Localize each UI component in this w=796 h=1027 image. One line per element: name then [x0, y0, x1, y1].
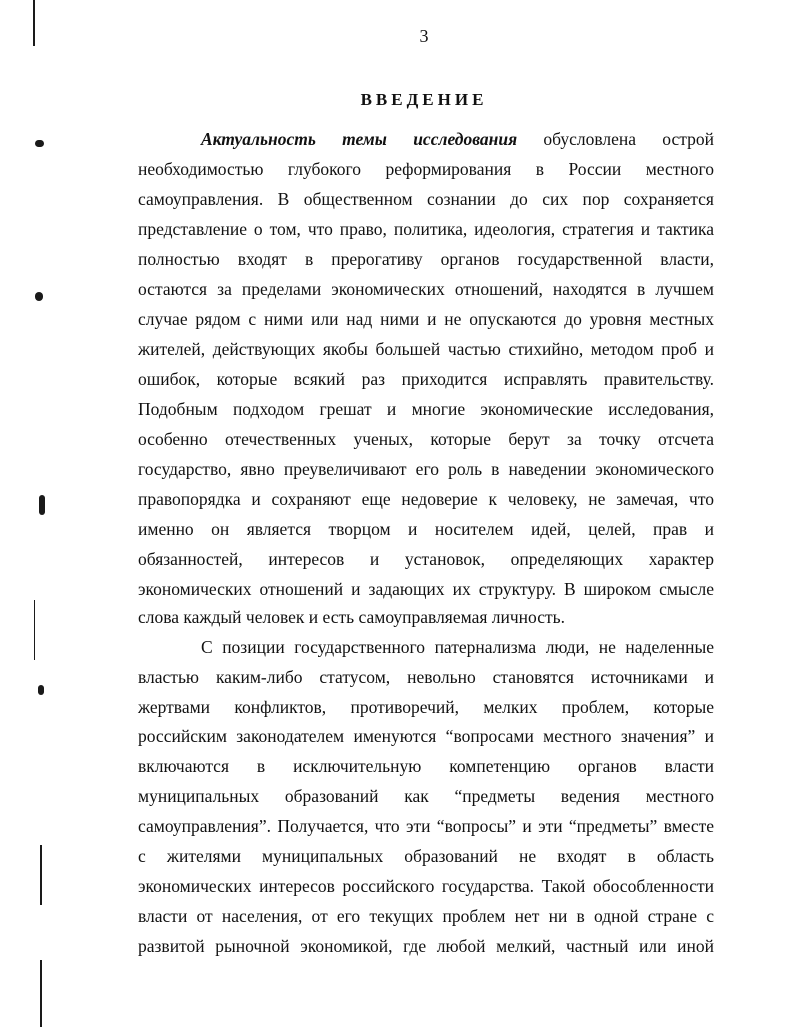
text-line: самоуправления”. Получается, что эти “вопросы” и эти “предметы” вместе — [138, 816, 714, 836]
page-number: 3 — [419, 26, 429, 46]
text-line: включаются в исключительную компетенцию органов власти — [138, 756, 714, 776]
scan-border-line — [40, 960, 42, 1027]
scan-mark — [35, 140, 44, 147]
text-line: необходимостью глубокого реформирования в России местного — [138, 159, 714, 179]
text-line: правопорядка и сохраняют еще недоверие к человеку, не замечая, что — [138, 489, 714, 509]
text-line: жертвами конфликтов, противоречий, мелких проблем, которые — [138, 697, 714, 717]
text-line: государство, явно преувеличивают его роль в наведении экономического — [138, 459, 714, 479]
text-line: остаются за пределами экономических отношений, находятся в лучшем — [138, 279, 714, 299]
text-line: случае рядом с ними или над ними и не опускаются до уровня местных — [138, 309, 714, 329]
text-line: ошибок, которые всякий раз приходится исправлять правительству. — [138, 369, 714, 389]
text-line: Подобным подходом грешат и многие экономические исследования, — [138, 399, 714, 419]
scan-mark — [38, 685, 44, 695]
text-line: полностью входят в прерогативу органов государственной власти, — [138, 249, 714, 269]
scan-mark — [39, 495, 45, 515]
topic-phrase: Актуальность темы исследования — [201, 129, 518, 149]
text-line: представление о том, что право, политика, идеология, стратегия и тактика — [138, 219, 714, 239]
text-line: особенно отечественных ученых, которые берут за точку отсчета — [138, 429, 714, 449]
text-line: властью каким-либо статусом, невольно становятся источниками и — [138, 667, 714, 687]
text-span: обусловлена острой — [543, 129, 714, 149]
text-line: с жителями муниципальных образований не входят в область — [138, 846, 714, 866]
text-line: самоуправления. В общественном сознании до сих пор сохраняется — [138, 189, 714, 209]
text-line: С позиции государственного патернализма люди, не наделенные — [201, 637, 714, 657]
text-line: обязанностей, интересов и установок, определяющих характер — [138, 549, 714, 569]
text-line: жителей, действующих якобы большей частью стихийно, методом проб и — [138, 339, 714, 359]
scan-mark — [35, 292, 43, 301]
text-line: муниципальных образований как “предметы ведения местного — [138, 786, 714, 806]
text-line: российским законодателем именуются “вопросами местного значения” и — [138, 726, 714, 746]
text-line: развитой рыночной экономикой, где любой мелкий, частный или иной — [138, 936, 714, 956]
text-line: экономических отношений и задающих их структуру. В широком смысле — [138, 579, 714, 599]
text-line: именно он является творцом и носителем идей, целей, прав и — [138, 519, 714, 539]
scan-border-line — [40, 845, 42, 905]
scan-border-line — [34, 600, 35, 660]
text-line: экономических интересов российского государства. Такой обособленности — [138, 876, 714, 896]
text-line — [201, 128, 714, 150]
text-line: слова каждый человек и есть самоуправляемая личность. — [138, 607, 565, 627]
section-heading: ВВЕДЕНИЕ — [360, 90, 488, 109]
text-line: власти от населения, от его текущих проблем нет ни в одной стране с — [138, 906, 714, 926]
